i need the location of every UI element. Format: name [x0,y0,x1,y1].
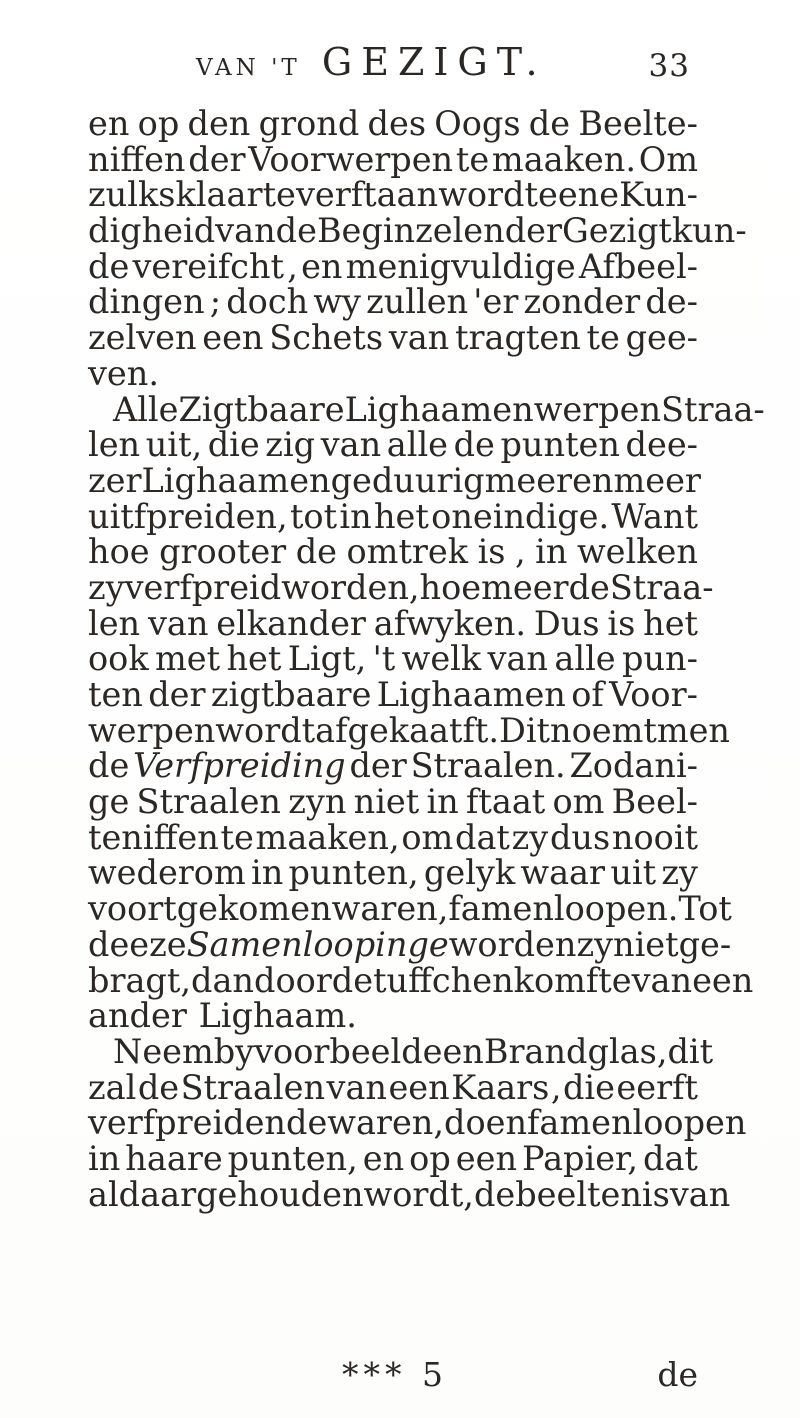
word: zy [511,817,549,857]
word: Papier, [522,1138,639,1178]
word: doen [444,1103,528,1143]
word: vereifcht [132,246,284,286]
word: of [571,675,604,714]
word: menigvuldige [345,246,576,286]
word: zy [88,567,125,607]
word: en [88,104,130,143]
word: te [262,175,296,215]
text-line [88,496,698,536]
page-number: 33 [648,48,690,84]
word: aldaar [88,1174,197,1214]
text-line [88,960,754,1000]
word: dat [455,817,510,857]
word: worden [448,924,577,964]
word: afgekaatft. [315,710,499,750]
word: ander [88,996,187,1036]
text-line [88,320,698,356]
text-line [88,1138,698,1178]
word: een [388,1067,450,1107]
word: om [401,817,454,857]
word: worden, [281,567,420,607]
word: de [568,567,610,607]
word: het [643,603,698,643]
word: Zodani- [569,746,698,786]
word: wederom [88,853,246,893]
word: ge- [678,924,732,964]
word: afwyken. [373,603,527,643]
text-line [88,817,698,857]
word: Afbeel- [578,246,698,286]
word: in [88,1138,121,1178]
word: zyn [288,782,347,822]
word: des [367,104,427,143]
word: verfpreid [124,567,282,607]
word: meer [481,567,569,607]
word: nooit [611,817,698,857]
word: dus [549,817,611,857]
word: teniffen [88,817,219,857]
word: wordt, [363,1174,474,1214]
word: in [339,496,372,536]
word: een [455,1138,518,1178]
word: geduurig [330,460,485,500]
word: ook [88,639,149,679]
word: Lighaamen [141,460,331,500]
word: Zigtbaare [178,389,345,429]
word: de [88,246,130,286]
word: Neem [113,1031,214,1071]
page-header [196,36,690,96]
word: punten [500,425,620,465]
word: maaken, [255,817,400,857]
word: tot [289,496,338,536]
word: Dit [498,710,551,750]
word: Beel- [611,782,698,822]
word: famenloopen. [448,889,679,929]
word: 't [372,639,396,679]
word: Straalen [136,782,282,822]
word: oneindige. [431,496,610,536]
text-line [88,177,698,213]
word: met [155,639,221,679]
word: het [226,639,282,679]
text-line [88,677,698,713]
word: haare [125,1138,223,1178]
word: dee- [625,425,698,465]
word: punten, [227,1138,358,1178]
word: zer [88,460,142,500]
word: van [669,1174,731,1214]
word: Voor- [609,675,698,714]
word: Lighaam. [198,996,357,1036]
word: een [202,318,264,358]
word: de- [645,282,698,322]
word: en [362,1138,405,1178]
word: Beginzelen [316,211,505,251]
word: de [528,104,571,143]
word: by [213,1031,255,1071]
word: der [504,211,563,251]
word: ten [88,675,143,714]
text-line [88,748,698,784]
word: ftaat [465,782,546,822]
word: ; [209,282,222,322]
word: die [562,1067,615,1107]
word: Schets [269,318,384,358]
text-line [88,1067,698,1107]
word: deeze [88,924,187,964]
text-line [88,710,731,750]
word: van [147,603,209,643]
word: om [552,782,605,822]
word: Beelte- [578,104,698,143]
word: men [656,710,731,750]
word: zy [576,924,614,964]
word: op [137,104,180,143]
word: len [88,603,141,643]
text-line [88,389,765,429]
word: digheid [88,211,216,251]
word: voorbeeld [254,1031,423,1071]
word: zulks [88,175,176,215]
text-line [88,603,698,643]
word: van [320,425,382,465]
word: wy [313,282,361,322]
word: doch [226,282,309,322]
word: , [433,1103,444,1143]
text-line [88,924,732,964]
word: gelyk [423,853,516,893]
text-line [88,427,698,463]
text-line [88,534,698,570]
word: voortgekomen [88,889,332,929]
word: eerft [616,1067,698,1107]
catchword: de [657,1355,698,1394]
word: wordt [438,175,538,215]
word: uitfpreiden, [88,496,288,536]
word: door [254,960,332,1000]
word: Voorwerpen [248,139,454,179]
word: hoe [88,532,150,572]
running-head-prefix: VAN 'T [196,55,301,81]
text-line [88,641,698,677]
word: de [331,960,374,1000]
text-line [88,139,698,179]
word: Samenloopinge [186,924,449,964]
word: welken [576,532,698,572]
word: is [607,603,636,643]
word: gehouden [196,1174,364,1214]
word: Straalen [180,1067,326,1107]
running-head-title: GEZIGT. [321,40,547,84]
word: een [692,960,754,1000]
word: tragten [455,318,581,358]
word: zonder [523,282,641,322]
word: waren, [331,889,449,929]
text-line [88,567,714,607]
word: tuffchenkomfte [373,960,632,1000]
word: wordt [215,710,316,750]
word: meer [484,460,573,500]
text-line [88,889,732,929]
word: zigtbaare [210,675,372,714]
word: uit, [145,425,203,465]
word: noemt [550,710,657,750]
word: de [275,211,317,251]
word: der [188,139,246,179]
word: den [187,104,251,143]
word: Gezigtkun- [562,211,747,251]
word: maaken. [491,139,636,179]
word: van [215,211,276,251]
word: hoe [419,567,482,607]
word: en [301,246,343,286]
word: uit [610,853,657,893]
word: Tot [678,889,732,929]
word: bragt, [88,960,191,1000]
word: het [373,496,429,536]
page-footer [88,1355,698,1395]
signature-mark: *** 5 [342,1355,448,1394]
word: alle [554,639,616,679]
word: dingen [88,282,205,322]
word: is [477,532,506,572]
word: 'er [473,282,519,322]
text-line [88,1031,714,1071]
word: waar [520,853,606,893]
word: van [326,1067,388,1107]
word: Oogs [434,104,521,143]
word: de [453,425,495,465]
word: van [388,318,450,358]
text-line [88,998,698,1034]
word: te [586,318,620,358]
word: de [473,1174,516,1214]
word: verftaan [295,175,439,215]
word: Verfpreiding [133,746,346,786]
word: gee- [625,318,698,358]
word: niet [613,924,679,964]
word: te [455,139,490,179]
body-text [88,104,765,1214]
word: Want [611,496,698,536]
word: niffen [88,139,186,179]
word: omtrek [346,532,469,572]
word: werpen [88,710,216,750]
word: der [148,675,206,714]
word: een [422,1031,484,1071]
word: Brandglas, [483,1031,668,1071]
word: zig [265,425,316,465]
word: eene [538,175,620,215]
word: in [535,532,568,572]
word: Straalen. [410,746,566,786]
word: , [287,246,298,286]
word: van [487,639,549,679]
word: elkander [216,603,366,643]
word: Lighaamen [376,675,566,714]
word: in [426,782,459,822]
word: grond [258,104,360,143]
word: op [409,1138,451,1178]
text-line [88,855,698,891]
text-line [88,460,701,500]
word: , [515,532,526,572]
text-line [88,1103,747,1143]
word: de [88,746,130,786]
text-line [88,784,698,820]
word: waren [327,1103,434,1143]
word: van [631,960,693,1000]
word: der [349,746,407,786]
word: ge [88,782,130,822]
word: Alle [113,389,179,429]
word: beeltenis [515,1174,670,1214]
word: pun- [622,639,698,679]
word: zy [661,853,698,893]
word: zal [88,1067,137,1107]
word: Dus [533,603,600,643]
word: dan [191,960,254,1000]
text-line [88,211,747,251]
word: welk [401,639,482,679]
word: famenloopen [527,1103,747,1143]
running-head [196,40,547,84]
word: werpen [533,389,662,429]
text-line [88,284,698,320]
word: punten, [288,853,419,893]
text-line [88,246,698,286]
text-line [88,353,698,393]
word: Straa- [609,567,714,607]
word: Lighaamen [344,389,534,429]
text-line [88,106,698,142]
word: Kaars [451,1067,550,1107]
text-line [88,1174,731,1214]
word: Straa- [661,389,765,429]
word: Kun- [619,175,698,215]
word: alle [386,425,449,465]
word: , [550,1067,562,1107]
word: len [88,425,141,465]
word: de [137,1067,180,1107]
word: Ligt, [287,639,367,679]
word: die [207,425,260,465]
word: grooter [159,532,287,572]
word: de [295,532,337,572]
word: en [572,460,614,500]
word: ven. [88,353,159,393]
word: niet [353,782,420,822]
word: te [220,817,254,857]
word: dit [667,1031,714,1071]
word: zullen [366,282,469,322]
word: verfpreidende [88,1103,328,1143]
word: in [250,853,284,893]
word: klaar [175,175,263,215]
word: zelven [88,318,197,358]
word: dat [643,1138,698,1178]
word: meer [613,460,701,500]
word: Om [638,139,698,179]
